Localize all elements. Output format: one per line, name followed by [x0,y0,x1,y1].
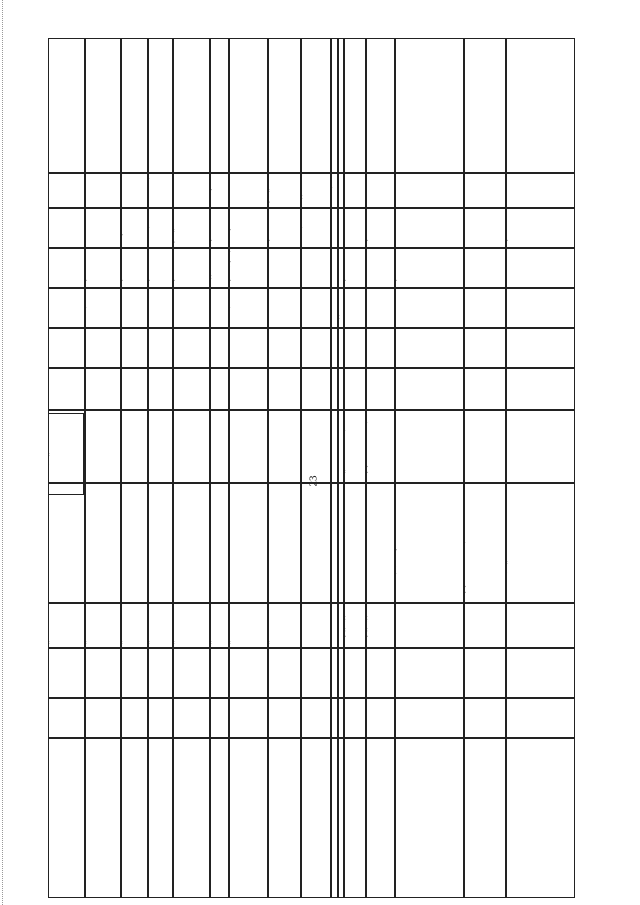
table-cell [85,173,121,208]
table-cell [229,248,268,288]
table-cell [229,328,268,368]
table-cell [301,248,331,288]
table-cell [148,248,173,288]
table-cell [229,698,268,738]
table-cell [48,248,85,288]
cell-text: отопление [121,297,123,324]
table-cell [366,410,395,483]
table-cell [121,208,148,248]
table-cell [366,368,395,410]
cell-text [301,603,304,644]
cell-text: кровля [210,226,212,244]
table-cell [464,173,506,208]
table-cell [48,603,85,648]
table-cell [395,410,464,483]
table-cell [268,603,301,648]
cell-text: 382 [268,885,270,894]
table-cell [173,38,210,173]
table-cell [229,173,268,208]
table-cell [331,173,338,208]
cell-text: 379 [173,885,175,894]
table-cell [173,288,210,328]
cell-text: отопление [210,297,212,324]
table-cell [344,698,366,738]
table-cell [366,648,395,698]
cell-text: кровля [121,266,123,284]
table-cell [121,738,148,898]
table-cell [173,368,210,410]
table-cell [85,208,121,248]
table-cell [48,648,85,698]
table-cell [48,698,85,738]
cell-text [331,603,334,644]
table-cell [366,173,395,208]
table-cell [395,738,464,898]
table-cell [331,603,338,648]
table-cell [395,483,464,603]
table-cell [229,368,268,410]
table-cell [85,410,121,483]
table-cell [331,648,338,698]
table-cell [210,648,229,698]
cell-text: 375 [48,885,50,894]
table-cell [173,248,210,288]
cell-text: энергохозяйство [121,208,123,244]
table-cell [331,368,338,410]
table-cell [268,368,301,410]
table-cell [301,368,331,410]
table-cell [331,248,338,288]
table-cell [366,738,395,898]
table-cell [366,698,395,738]
table-cell [464,698,506,738]
table-cell [85,603,121,648]
table-cell [366,328,395,368]
cell-text: "Б [464,638,466,644]
table-cell [229,483,268,603]
table-cell [464,738,506,898]
cell-text: Народов, д. 12 [366,607,368,644]
table-cell [121,248,148,288]
table-cell [268,698,301,738]
table-cell [210,173,229,208]
table-cell [506,698,575,738]
cell-text: кровля [344,266,346,284]
table-cell [85,698,121,738]
table-cell [331,38,338,173]
table-cell [121,38,148,173]
table-cell [366,38,395,173]
cell-text: помещения [301,214,303,244]
table-cell [464,208,506,248]
table-cell [148,368,173,410]
cell-text: отопление, водоснабжение [48,422,50,491]
table-cell [85,248,121,288]
table-cell [210,698,229,738]
cell-text: внутренняя канализация [366,416,368,479]
table-cell [121,410,148,483]
table-cell [395,698,464,738]
cell-text: кровля [85,266,87,284]
table-cell [148,208,173,248]
table-cell [48,483,85,603]
table-cell [148,738,173,898]
table-cell [464,368,506,410]
table-cell [48,208,85,248]
cell-text: отопление [148,297,150,324]
table-cell [210,410,229,483]
table-cell [148,173,173,208]
cell-text: д. 20/1 [148,627,150,644]
table-cell [395,648,464,698]
cell-text: электроснабжение [210,173,212,204]
cell-text: кровля [366,226,368,244]
table-cell [173,698,210,738]
cell-text: помещения [85,294,87,324]
table-cell [366,208,395,248]
table-cell [464,248,506,288]
table-cell [366,248,395,288]
table-cell [121,648,148,698]
rotated-table [48,38,636,898]
table-cell [395,38,464,173]
table-cell [331,410,338,483]
table-cell [229,738,268,898]
cell-text: д. 20 [121,631,123,644]
table-cell [48,738,85,898]
table-cell [395,208,464,248]
table-cell [331,328,338,368]
table-cell [85,38,121,173]
table-cell [344,648,366,698]
table-cell [85,368,121,410]
cell-text: кровля [173,266,175,284]
cell-text: д. [48,639,50,644]
table-cell [121,328,148,368]
table-cell [121,698,148,738]
table-cell [395,368,464,410]
table-cell [331,208,338,248]
table-cell [301,288,331,328]
table-cell [395,328,464,368]
table-cell [301,698,331,738]
table-cell [506,173,575,208]
table-cell [210,38,229,173]
table-cell [506,738,575,898]
table-cell [173,208,210,248]
cell-text: 381 [229,885,231,894]
table-cell [210,368,229,410]
table-cell [506,248,575,288]
table-cell [301,208,331,248]
table-cell [173,173,210,208]
table-cell [395,288,464,328]
table-cell [229,648,268,698]
table-cell [85,288,121,328]
table-cell [229,208,268,248]
cell-text: помещения [331,174,333,204]
table-cell [301,738,331,898]
cell-text: отопление [268,257,270,284]
cell-text: 376 [85,885,87,894]
table-cell [210,208,229,248]
table-cell [506,648,575,698]
table-cell [331,483,338,603]
table-cell [121,603,148,648]
cell-text: 384 [331,885,333,894]
table-cell [148,648,173,698]
table-cell [331,288,338,328]
table-cell [344,603,366,648]
cell-text: 380 [210,885,212,894]
cell-text: кровля [268,226,270,244]
cell-text: канализация, электроснабжение [395,517,397,599]
table-cell [301,328,331,368]
table-cell [395,173,464,208]
cell-text: 387 [366,885,368,894]
table-cell [148,328,173,368]
cell-text: 386 [344,885,346,894]
cell-text: кровля, фасад [229,248,231,284]
table-cell [268,738,301,898]
table-cell [48,328,85,368]
table-cell [301,648,331,698]
table-cell [173,328,210,368]
table-cell [268,38,301,173]
cell-text: д. 22 [173,631,175,644]
table-cell [506,208,575,248]
table-cell [173,410,210,483]
cell-text: 11 [338,638,340,644]
cell-text: "А [395,637,397,644]
cell-text: "В [506,637,508,644]
table-cell [344,410,366,483]
table-cell [366,603,395,648]
table-cell [506,483,575,603]
table-cell [464,603,506,648]
page-number: 23 [307,475,320,487]
cell-text: подвальные помещения [344,418,346,479]
table-cell [344,208,366,248]
cell-text: д. [210,639,212,644]
table-cell [268,248,301,288]
table-cell [148,410,173,483]
table-cell [121,368,148,410]
table-cell [210,603,229,648]
cell-text: помещения [148,214,150,244]
table-cell [268,410,301,483]
table-cell [210,328,229,368]
table-cell [506,288,575,328]
cell-text: 388 [395,885,397,894]
table-cell [173,603,210,648]
table-cell [268,648,301,698]
table-cell [344,328,366,368]
table-cell [395,603,464,648]
table-cell [48,173,85,208]
table-cell [268,328,301,368]
cell-text: электроснабжение [229,208,231,244]
table-cell [344,738,366,898]
cell-text: кровля [395,266,397,284]
table-cell [331,738,338,898]
table-cell [301,173,331,208]
table-cell [464,328,506,368]
cell-text: 390 [506,885,508,894]
table-cell [173,738,210,898]
cell-text: фасад [173,228,175,244]
table-cell [506,603,575,648]
table-cell [121,288,148,328]
table-cell [85,328,121,368]
table-cell [148,288,173,328]
table-cell [121,483,148,603]
table-cell [85,483,121,603]
cell-text: 378 [148,885,150,894]
cell-text: водоснабжение [210,248,212,284]
cell-text: внутренняя канализация [464,536,466,599]
cell-text: помещения [229,294,231,324]
cell-text: 383 [301,885,303,894]
table-cell [229,38,268,173]
table-cell [268,288,301,328]
cell-text: водоснабжение [301,173,303,204]
table-cell [395,248,464,288]
table-cell [210,248,229,288]
cell-text: канализация [148,173,150,204]
table-cell [229,603,268,648]
table-cell [121,173,148,208]
cell-text: водоснабжение [338,288,340,324]
table-cell [301,483,331,603]
table-cell [506,328,575,368]
cell-text: 377 [121,885,123,894]
table-cell [229,410,268,483]
table-cell [344,173,366,208]
table-cell [301,603,331,648]
table-cell [344,38,366,173]
table-cell [85,648,121,698]
table-cell [344,368,366,410]
table-cell [48,38,85,173]
table-cell [366,288,395,328]
table-cell [366,483,395,603]
table-cell [464,288,506,328]
table-cell [148,603,173,648]
table-cell [344,288,366,328]
table-cell [464,648,506,698]
table-cell [464,410,506,483]
table-cell [48,410,85,483]
table-cell [506,368,575,410]
table-cell [268,483,301,603]
table-cell [229,288,268,328]
table-cell [331,698,338,738]
table-cell [148,483,173,603]
table-cell [210,288,229,328]
table-cell [48,368,85,410]
table-cell [344,483,366,603]
table-cell [148,698,173,738]
table-cell [344,248,366,288]
table-cell [301,38,331,173]
cell-text: отопление, водоснабжение [506,530,508,599]
table-cell [173,483,210,603]
table-cell [268,208,301,248]
table-cell [210,738,229,898]
cell-text: д. "А [85,626,87,644]
cell-text: д. [268,639,270,644]
scan-edge [2,0,4,905]
cell-text: кровля [148,266,150,284]
cell-text: фасад [268,188,270,204]
table-cell [464,38,506,173]
table-cell [268,173,301,208]
cell-text: кровля [506,226,508,244]
table-cell [210,483,229,603]
table-cell [301,410,331,483]
cell-text: Народов, д. 10 [344,607,346,644]
cell-text: д. [229,639,231,644]
table-cell [148,38,173,173]
table-cell [506,38,575,173]
table-cell [48,288,85,328]
cell-text: 389 [464,885,466,894]
table-cell [85,738,121,898]
table-cell [173,648,210,698]
table-cell [464,483,506,603]
table-cell [506,410,575,483]
cell-text: 385 [338,885,340,894]
